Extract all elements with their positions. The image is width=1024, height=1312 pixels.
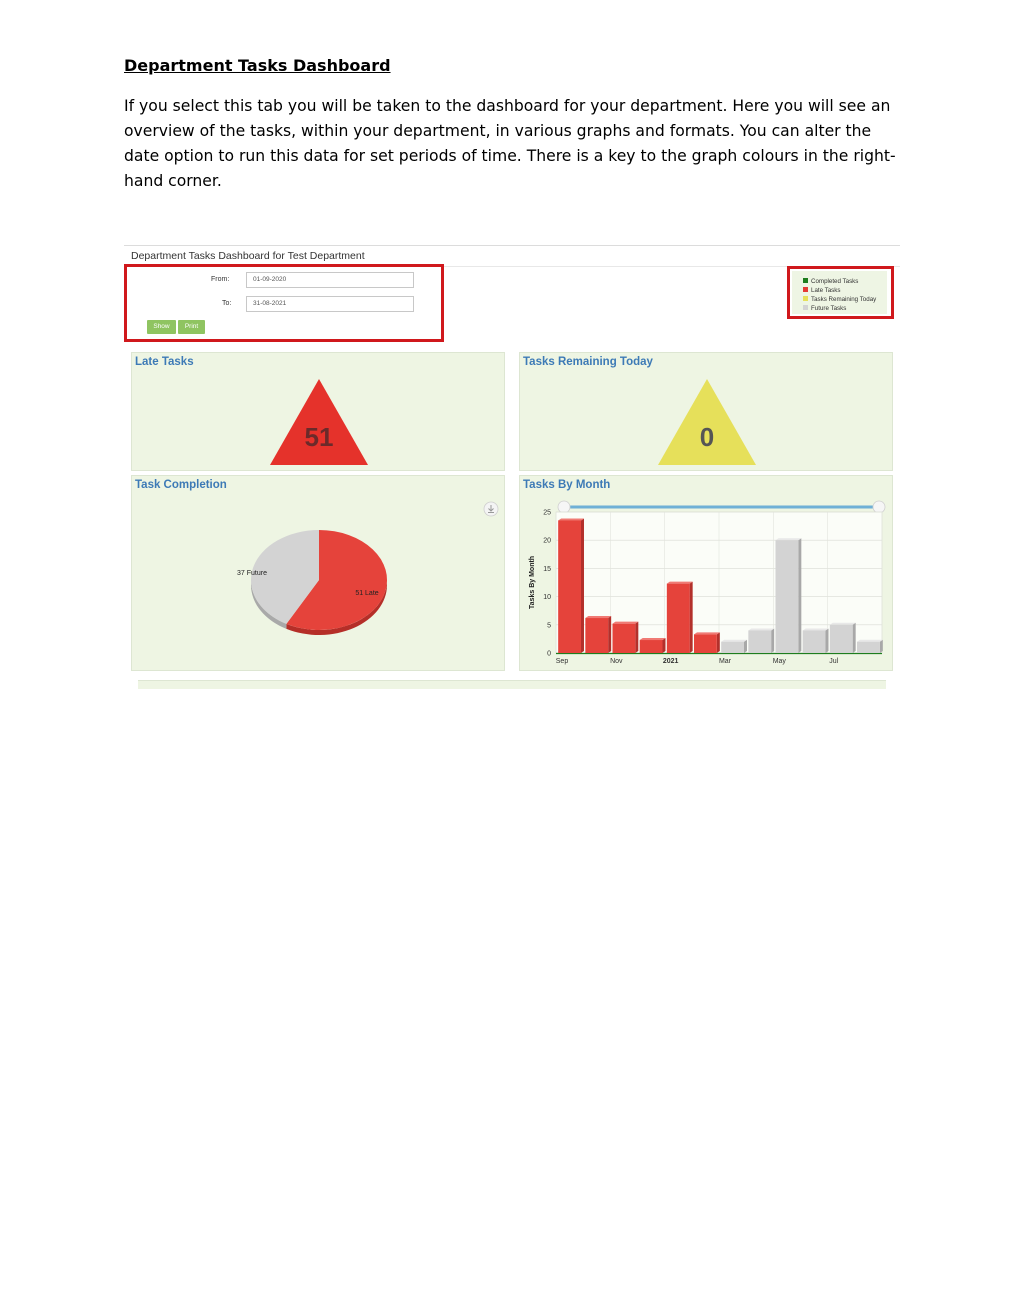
bar-top xyxy=(830,623,856,625)
bar-side xyxy=(608,616,611,653)
late-tasks-count: 51 xyxy=(304,422,334,452)
from-date-input[interactable]: 01-09-2020 xyxy=(246,272,414,288)
bar-side xyxy=(635,622,638,653)
y-axis-title: Tasks By Month xyxy=(529,555,536,610)
show-button[interactable]: Show xyxy=(147,320,176,334)
y-tick-label: 25 xyxy=(543,509,551,517)
range-navigator[interactable] xyxy=(558,501,885,513)
x-tick-label: Nov xyxy=(610,658,623,665)
bar-sep xyxy=(558,520,581,653)
bar-side xyxy=(690,582,693,653)
date-filter-highlight xyxy=(124,264,444,342)
bar-top xyxy=(613,622,639,624)
bar-top xyxy=(585,616,611,618)
document-paragraph: If you select this tab you will be taken to the dashboard for your department. Here you will see an overview of the tasks, within your department, in various graphs and formats. You can alter the date option to run this data for set periods of time. There is a key to the graph colours in the right-hand corner. xyxy=(124,97,896,190)
legend-item-remaining: Tasks Remaining Today xyxy=(803,296,876,303)
bar-top xyxy=(558,518,584,520)
legend-swatch-completed xyxy=(803,278,808,283)
remaining-today-title: Tasks Remaining Today xyxy=(523,356,653,368)
bar-top xyxy=(776,538,802,540)
bar-mar xyxy=(721,642,744,653)
to-date-input[interactable]: 31-08-2021 xyxy=(246,296,414,312)
legend-item-completed: Completed Tasks xyxy=(803,278,858,285)
bar-top xyxy=(857,640,883,642)
top-divider xyxy=(124,245,900,246)
next-panel-strip xyxy=(138,680,886,689)
bar-side xyxy=(771,628,774,653)
late-tasks-panel xyxy=(131,352,505,471)
tasks-by-month-title: Tasks By Month xyxy=(523,479,611,491)
bar-top xyxy=(803,628,829,630)
x-tick-label: Sep xyxy=(555,658,569,665)
pie-label-future: 37 Future xyxy=(237,570,267,577)
bar-may xyxy=(776,540,799,653)
y-tick-label: 0 xyxy=(547,650,551,658)
bar-dec xyxy=(640,640,663,653)
legend-item-late: Late Tasks xyxy=(803,287,840,294)
bar-apr xyxy=(748,630,771,653)
bar-jul xyxy=(830,625,853,653)
bar-top xyxy=(748,628,774,630)
late-tasks-graphic xyxy=(132,353,506,472)
remaining-today-panel xyxy=(519,352,893,471)
bar-top xyxy=(694,632,720,634)
bar-side xyxy=(853,623,856,653)
y-tick-label: 20 xyxy=(543,537,551,545)
tasks-by-month-panel xyxy=(519,475,893,671)
y-tick-label: 10 xyxy=(543,594,551,602)
y-tick-label: 5 xyxy=(547,622,551,630)
bar-jun xyxy=(803,630,826,653)
task-completion-title: Task Completion xyxy=(135,479,227,491)
from-label: From: xyxy=(211,276,230,283)
bar-side xyxy=(581,518,584,653)
bar-top xyxy=(667,582,693,584)
task-completion-panel xyxy=(131,475,505,671)
y-tick-label: 15 xyxy=(543,565,551,573)
bar-top xyxy=(721,640,747,642)
late-tasks-title: Late Tasks xyxy=(135,356,194,368)
task-completion-chart xyxy=(132,476,506,672)
legend-swatch-future xyxy=(803,305,808,310)
print-button[interactable]: Print xyxy=(178,320,205,334)
bar-side xyxy=(662,638,665,653)
bar-side xyxy=(825,628,828,653)
download-icon[interactable] xyxy=(484,502,498,516)
legend-swatch-remaining xyxy=(803,296,808,301)
bar-2021 xyxy=(667,584,690,653)
range-handle-right[interactable] xyxy=(873,501,885,513)
remaining-today-count: 0 xyxy=(699,422,715,452)
bar-side xyxy=(717,632,720,653)
bar-oct xyxy=(585,618,608,653)
x-tick-label: Jul xyxy=(829,658,839,665)
bar-top xyxy=(640,638,666,640)
x-tick-label: Mar xyxy=(718,658,732,665)
pie-label-late: 51 Late xyxy=(355,590,379,597)
dashboard-screenshot xyxy=(124,244,900,688)
range-handle-left[interactable] xyxy=(558,501,570,513)
x-tick-label: May xyxy=(772,658,786,665)
x-tick-label: 2021 xyxy=(662,658,679,665)
legend xyxy=(792,271,887,314)
bar-side xyxy=(744,640,747,653)
document-heading: Department Tasks Dashboard xyxy=(124,56,391,75)
bar-nov xyxy=(613,624,636,653)
legend-item-future: Future Tasks xyxy=(803,305,846,312)
legend-highlight xyxy=(787,266,894,319)
dashboard-title: Department Tasks Dashboard for Test Department xyxy=(131,250,365,262)
remaining-today-graphic xyxy=(520,353,894,472)
bar-feb xyxy=(694,634,717,653)
bar-aug xyxy=(857,642,880,653)
bar-side xyxy=(798,538,801,653)
legend-swatch-late xyxy=(803,287,808,292)
tasks-by-month-chart xyxy=(520,476,894,672)
to-label: To: xyxy=(222,300,232,307)
bar-side xyxy=(880,640,883,653)
